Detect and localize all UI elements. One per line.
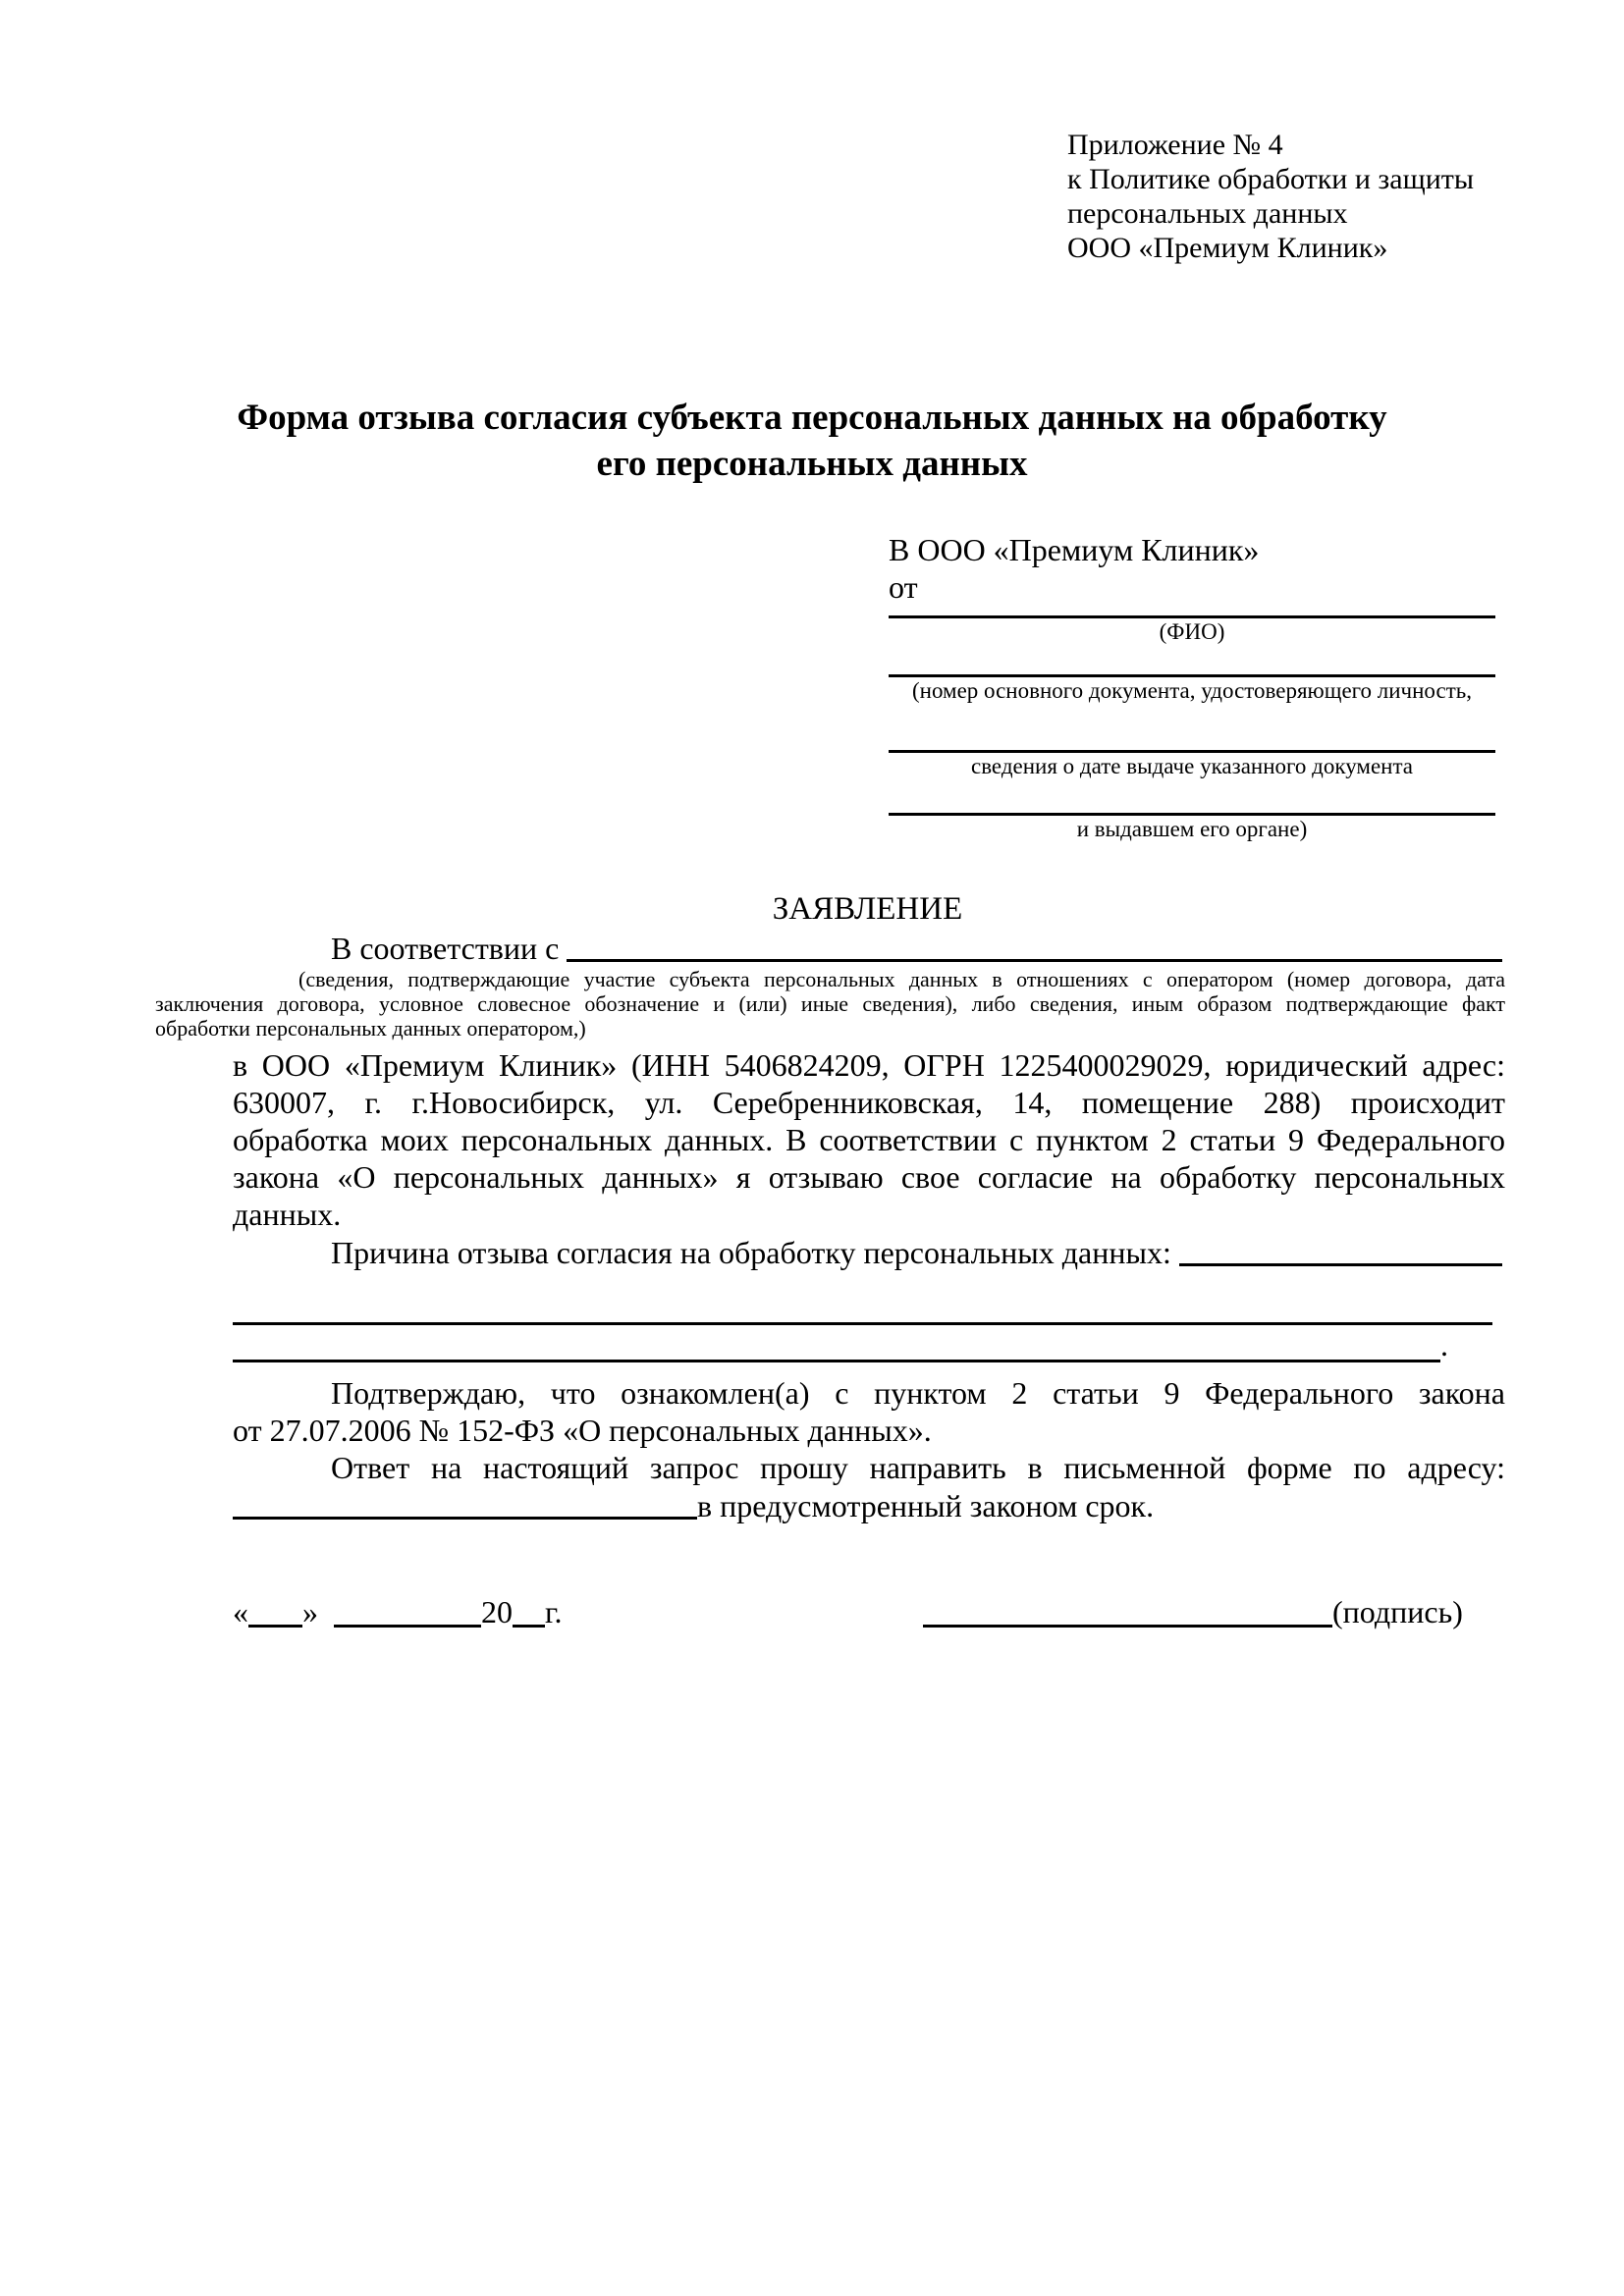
appendix-line: к Политике обработки и защиты <box>1067 163 1475 195</box>
reason-blank-line-3 <box>233 1329 1440 1362</box>
reason-label: Причина отзыва согласия на обработку персональных данных: <box>331 1235 1171 1270</box>
date-month-blank <box>334 1625 481 1628</box>
paragraph-indent <box>233 931 331 968</box>
statement-heading: ЗАЯВЛЕНИЕ <box>772 891 963 927</box>
issuing-authority-blank-line <box>889 779 1495 816</box>
paragraph-indent <box>233 1235 331 1272</box>
address-blank-line <box>233 1517 697 1520</box>
reason-blank-line-2 <box>233 1276 1492 1325</box>
appendix-line: Приложение № 4 <box>1067 129 1283 161</box>
confirm-line: от 27.07.2006 № 152-ФЗ «О персональных данных». <box>233 1413 932 1448</box>
reply-line: Ответ на настоящий запрос прошу направить в письменной форме по адресу: <box>331 1450 1505 1485</box>
date-year-suffix: г. <box>545 1594 563 1629</box>
issue-date-blank-line <box>889 704 1495 753</box>
signature-caption: (подпись) <box>1332 1594 1463 1629</box>
note-text <box>155 967 1505 1041</box>
body-paragraph <box>233 1046 1505 1233</box>
document-title <box>118 395 1506 487</box>
basis-blank-line <box>567 959 1502 962</box>
body-line: закона «О персональных данных» я отзываю свое согласие на обработку персональных <box>233 1159 1505 1195</box>
document-title-line: его персональных данных <box>596 444 1028 484</box>
reply-address-row <box>233 1486 1154 1525</box>
date-open-quote: « <box>233 1594 248 1629</box>
date-line <box>233 1590 563 1633</box>
reason-terminator: . <box>1440 1327 1448 1362</box>
intro-line <box>233 931 1502 968</box>
addressee-from-label: от <box>889 569 918 605</box>
confirm-paragraph <box>233 1374 1505 1449</box>
body-line: 630007, г. г.Новосибирск, ул. Серебренниковская, 14, помещение 288) происходит <box>233 1085 1505 1120</box>
reply-paragraph <box>233 1449 1505 1486</box>
body-line: обработка моих персональных данных. В соответствии с пунктом 2 статьи 9 Федерального <box>233 1122 1505 1157</box>
addressee-block <box>889 531 1495 842</box>
doc-number-blank-line <box>889 645 1495 677</box>
intro-prefix: В соответствии с <box>331 931 560 966</box>
note-line: обработки персональных данных оператором,) <box>155 1016 586 1041</box>
body-line: данных. <box>233 1197 342 1232</box>
reason-line <box>233 1235 1502 1272</box>
note-line: заключения договора, условное словесное обозначение и (или) иные сведения), либо сведения, иным образом подтверждающие факт <box>155 991 1505 1016</box>
fio-caption: (ФИО) <box>1159 619 1225 644</box>
issue-date-caption: сведения о дате выдаче указанного документа <box>970 754 1414 778</box>
appendix-line: персональных данных <box>1067 197 1348 230</box>
signature-blank-line <box>923 1625 1332 1628</box>
reply-suffix: в предусмотренный законом срок. <box>697 1488 1155 1523</box>
reason-blank-line-1 <box>1179 1263 1502 1266</box>
signature-line <box>923 1590 1463 1633</box>
fio-blank-line <box>889 606 1495 618</box>
date-year-blank <box>513 1625 545 1628</box>
confirm-line: Подтверждаю, что ознакомлен(а) с пунктом 2 статьи 9 Федерального закона <box>331 1375 1505 1411</box>
appendix-header <box>1067 128 1474 265</box>
body-line: в ООО «Премиум Клиник» (ИНН 5406824209, ОГРН 1225400029029, юридический адрес: <box>233 1047 1505 1083</box>
appendix-line: ООО «Премиум Клиник» <box>1067 232 1388 264</box>
document-title-line: Форма отзыва согласия субъекта персональных данных на обработку <box>237 398 1387 438</box>
date-close-quote: » <box>302 1594 318 1629</box>
addressee-to: В ООО «Премиум Клиник» <box>889 532 1260 567</box>
doc-number-caption: (номер основного документа, удостоверяющего личность, <box>911 678 1472 703</box>
note-line: (сведения, подтверждающие участие субъекта персональных данных в отношениях с оператором (номер договора, дата <box>298 967 1505 991</box>
issuing-authority-caption: и выдавшем его органе) <box>1076 817 1308 841</box>
reason-blank-line-3-row <box>233 1327 1448 1362</box>
date-day-blank <box>248 1625 302 1628</box>
date-year-prefix: 20 <box>481 1594 513 1629</box>
